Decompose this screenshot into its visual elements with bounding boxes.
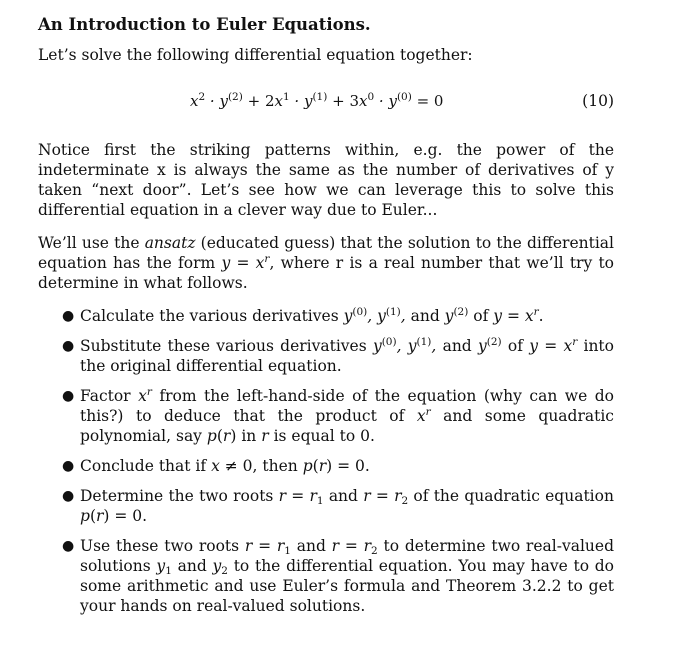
- list-item: ● Determine the two roots $r = r_1$ and $r = r_2$ of the quadratic equation p(r) = 0.: [62, 487, 614, 525]
- list-item: ● Calculate the various derivatives $y^{(0)}$, $y^{(1)}$, and $y^{(2)}$ of $y = x^r$.: [62, 306, 544, 325]
- bullet-icon: ●: [62, 338, 75, 354]
- paragraph-patterns: Notice first the striking patterns within, e.g. the power of the indeterminate x is always the same as the number of derivatives of y taken “next door”. Let’s see how we can leverage this to solve this differential equation in a clever way due to Euler...: [38, 141, 614, 219]
- ansatz-before: We’ll use the: [38, 234, 145, 252]
- list-item: ● Conclude that if x ≠ 0, then p(r) = 0.: [62, 457, 370, 475]
- bullet-icon: ●: [62, 308, 75, 324]
- bullet-icon: ●: [62, 538, 75, 554]
- section-title: An Introduction to Euler Equations.: [38, 15, 371, 34]
- ansatz-after: , where r is a real number that we’ll try to determine in what follows.: [38, 254, 615, 292]
- paragraph-ansatz: We’ll use the ansatz (educated guess) that the solution to the differential equation has the form $y = x^r$, where r is a real number that we’ll try to determine in what follows.: [38, 234, 615, 292]
- bullet-icon: ●: [62, 488, 75, 504]
- list-item: ● Factor $x^r$ from the left-hand-side of the equation (why can we do this?) to deduce that the product of $x^r$ and some quadratic polynomial, say p(r) in r is equal to 0.: [62, 386, 614, 445]
- list-item: ● Substitute these various derivatives $y^{(0)}$, $y^{(1)}$, and $y^{(2)}$ of $y = x^r$ into the original differential equation.: [62, 336, 614, 375]
- bullet-icon: ●: [62, 458, 75, 474]
- bullet-icon: ●: [62, 388, 75, 404]
- task-list: [38, 306, 614, 616]
- ansatz-mid: (educated guess) that the solution to the differential equation has the form: [38, 234, 614, 272]
- display-equation: [38, 91, 614, 115]
- euler-equation: $x^2 \cdot y^{(2)} + 2x^1 \cdot y^{(1)} + 3x^0 \cdot y^{(0)} = 0$: [190, 91, 444, 110]
- document: [38, 14, 614, 626]
- ansatz-emph: ansatz: [144, 234, 196, 252]
- equation-number: (10): [582, 92, 614, 110]
- list-item: ● Use these two roots $r = r_1$ and $r = r_2$ to determine two real-valued solutions $y_1$ and $y_2$ to the differential equation. You may have to do some arithmetic and use Euler’s formula and Theorem 3.2.2 to get your hands on real-valued solutions.: [62, 537, 615, 615]
- intro-text: Let’s solve the following differential equation together:: [38, 46, 473, 64]
